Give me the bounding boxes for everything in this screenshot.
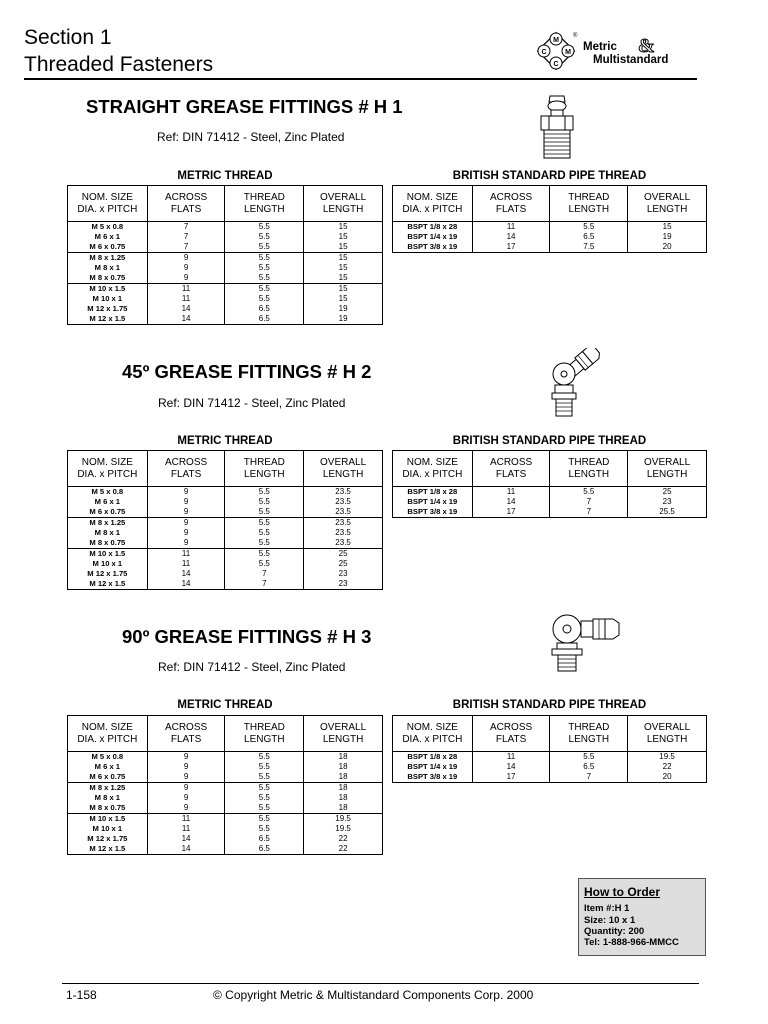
cell-flats: 17 (472, 772, 550, 783)
cell-overall: 15 (628, 222, 707, 233)
cell-thread: 6.5 (225, 834, 304, 844)
page-number: 1-158 (66, 988, 97, 1002)
col-overall-length: OVERALL LENGTH (304, 186, 383, 222)
cell-overall: 15 (304, 222, 383, 233)
table-header-row (393, 451, 707, 487)
cell-thread: 6.5 (550, 232, 628, 242)
page-header (24, 24, 213, 78)
cell-overall: 23.5 (304, 497, 383, 507)
cell-overall: 19 (304, 314, 383, 325)
table-row (393, 222, 707, 233)
section2-bsp-table (392, 450, 707, 518)
cell-flats: 14 (472, 497, 550, 507)
cell-thread: 5.5 (225, 253, 304, 264)
logo-ampersand: & (638, 35, 655, 57)
col-across-flats: ACROSS FLATS (147, 451, 225, 487)
order-item-line: Item #:H 1 (584, 903, 630, 914)
section1-metric-caption: METRIC THREAD (177, 170, 273, 182)
table-header-row (68, 451, 383, 487)
table-row (393, 772, 707, 783)
table-row (393, 752, 707, 763)
header-rule (24, 78, 697, 80)
col-nom-size: NOM. SIZE DIA. x PITCH (393, 186, 473, 222)
section3-bsp-table (392, 715, 707, 783)
table-row (68, 793, 383, 803)
table-row (68, 803, 383, 814)
order-size-line: Size: 10 x 1 (584, 915, 636, 926)
cell-thread: 5.5 (225, 222, 304, 233)
cell-size: M 6 x 1 (68, 232, 148, 242)
cell-size: BSPT 1/4 x 19 (393, 497, 473, 507)
table-row (68, 752, 383, 763)
table-row (68, 783, 383, 794)
cell-flats: 14 (147, 304, 225, 314)
cell-size: M 10 x 1.5 (68, 549, 148, 560)
cell-size: BSPT 3/8 x 19 (393, 507, 473, 518)
table-row (68, 497, 383, 507)
cell-thread: 5.5 (225, 762, 304, 772)
cell-size: M 6 x 1 (68, 762, 148, 772)
cell-size: M 8 x 0.75 (68, 538, 148, 549)
cell-size: M 10 x 1 (68, 294, 148, 304)
cell-thread: 6.5 (225, 304, 304, 314)
cell-size: M 8 x 1 (68, 263, 148, 273)
table-row (68, 814, 383, 825)
table-row (393, 762, 707, 772)
cell-thread: 5.5 (225, 518, 304, 529)
cell-size: M 8 x 1.25 (68, 253, 148, 264)
logo-line1: Metric (583, 41, 617, 53)
cell-size: M 8 x 0.75 (68, 803, 148, 814)
table-row (68, 507, 383, 518)
cell-size: M 6 x 0.75 (68, 507, 148, 518)
col-nom-size: NOM. SIZE DIA. x PITCH (68, 716, 148, 752)
cell-size: M 12 x 1.5 (68, 579, 148, 590)
section3-title: 90º GREASE FITTINGS # H 3 (122, 626, 372, 647)
cell-thread: 5.5 (225, 487, 304, 498)
cell-thread: 5.5 (550, 752, 628, 763)
cell-size: BSPT 1/4 x 19 (393, 232, 473, 242)
cell-size: BSPT 3/8 x 19 (393, 242, 473, 253)
cell-overall: 15 (304, 253, 383, 264)
section-label: Section 1 (24, 26, 112, 49)
cell-flats: 17 (472, 507, 550, 518)
cell-overall: 22 (304, 834, 383, 844)
section1-ref: Ref: DIN 71412 - Steel, Zinc Plated (157, 130, 345, 144)
cell-overall: 23 (304, 569, 383, 579)
table-row (393, 507, 707, 518)
cell-overall: 22 (304, 844, 383, 855)
section1-bsp-caption: BRITISH STANDARD PIPE THREAD (452, 170, 647, 182)
cell-overall: 15 (304, 263, 383, 273)
col-nom-size: NOM. SIZE DIA. x PITCH (393, 451, 473, 487)
cell-size: M 10 x 1.5 (68, 814, 148, 825)
cell-size: BSPT 1/4 x 19 (393, 762, 473, 772)
cell-thread: 6.5 (550, 762, 628, 772)
cell-flats: 17 (472, 242, 550, 253)
col-overall-length: OVERALL LENGTH (304, 716, 383, 752)
cell-overall: 25 (304, 549, 383, 560)
how-to-order-title: How to Order (584, 885, 661, 899)
section1-title: STRAIGHT GREASE FITTINGS # H 1 (86, 96, 403, 117)
cell-overall: 19.5 (628, 752, 707, 763)
cell-overall: 15 (304, 273, 383, 284)
cell-thread: 5.5 (550, 487, 628, 498)
cell-overall: 18 (304, 762, 383, 772)
cell-flats: 7 (147, 232, 225, 242)
table-row (68, 487, 383, 498)
cell-thread: 7 (550, 497, 628, 507)
angled-45-fitting-figure (540, 348, 606, 418)
cell-thread: 5.5 (225, 538, 304, 549)
cell-size: M 8 x 1.25 (68, 783, 148, 794)
cell-overall: 23.5 (304, 487, 383, 498)
section2-title: 45º GREASE FITTINGS # H 2 (122, 361, 372, 382)
cell-size: M 6 x 0.75 (68, 772, 148, 783)
col-across-flats: ACROSS FLATS (147, 716, 225, 752)
cell-flats: 7 (147, 222, 225, 233)
cell-flats: 14 (472, 232, 550, 242)
logo-letter-c1: C (541, 49, 547, 56)
cell-overall: 19.5 (304, 814, 383, 825)
table-row (393, 487, 707, 498)
cell-thread: 5.5 (550, 222, 628, 233)
cell-thread: 6.5 (225, 314, 304, 325)
table-header-row (393, 186, 707, 222)
logo-registered: ® (573, 33, 578, 39)
col-nom-size: NOM. SIZE DIA. x PITCH (68, 451, 148, 487)
col-thread-length: THREAD LENGTH (225, 451, 304, 487)
cell-flats: 9 (147, 253, 225, 264)
cell-overall: 18 (304, 803, 383, 814)
straight-fitting-figure (532, 94, 582, 162)
cell-flats: 11 (147, 559, 225, 569)
cell-flats: 11 (472, 752, 550, 763)
section3-metric-caption: METRIC THREAD (177, 699, 273, 711)
col-across-flats: ACROSS FLATS (472, 451, 550, 487)
cell-thread: 7.5 (550, 242, 628, 253)
logo-line2: Multistandard (593, 54, 669, 66)
cell-flats: 14 (147, 579, 225, 590)
cell-flats: 9 (147, 518, 225, 529)
section2-ref: Ref: DIN 71412 - Steel, Zinc Plated (158, 396, 346, 410)
col-across-flats: ACROSS FLATS (147, 186, 225, 222)
cell-overall: 25 (628, 487, 707, 498)
cell-flats: 11 (147, 814, 225, 825)
cell-thread: 7 (225, 569, 304, 579)
logo-letter-m2: M (565, 49, 571, 56)
cell-overall: 20 (628, 772, 707, 783)
logo-letter-c2: C (553, 61, 559, 68)
logo-letter-m1: M (553, 37, 559, 44)
order-quantity-line: Quantity: 200 (584, 926, 645, 937)
col-thread-length: THREAD LENGTH (550, 716, 628, 752)
cell-size: M 6 x 1 (68, 497, 148, 507)
section1-bsp-table (392, 185, 707, 253)
footer-rule (62, 983, 699, 984)
col-thread-length: THREAD LENGTH (225, 186, 304, 222)
cell-overall: 23.5 (304, 507, 383, 518)
col-nom-size: NOM. SIZE DIA. x PITCH (68, 186, 148, 222)
cell-overall: 15 (304, 294, 383, 304)
cell-size: M 10 x 1 (68, 559, 148, 569)
cell-thread: 5.5 (225, 284, 304, 295)
table-row (68, 253, 383, 264)
cell-size: M 8 x 1 (68, 528, 148, 538)
cell-size: BSPT 3/8 x 19 (393, 772, 473, 783)
table-row (68, 304, 383, 314)
cell-size: M 5 x 0.8 (68, 222, 148, 233)
table-row (68, 579, 383, 590)
col-nom-size: NOM. SIZE DIA. x PITCH (393, 716, 473, 752)
cell-thread: 5.5 (225, 814, 304, 825)
col-overall-length: OVERALL LENGTH (628, 451, 707, 487)
cell-thread: 5.5 (225, 549, 304, 560)
cell-size: BSPT 1/8 x 28 (393, 222, 473, 233)
section2-metric-table (67, 450, 383, 590)
logo-wordmark (583, 41, 668, 67)
cell-thread: 7 (550, 772, 628, 783)
cell-flats: 14 (147, 844, 225, 855)
table-row (68, 284, 383, 295)
cell-overall: 19.5 (304, 824, 383, 834)
cell-flats: 11 (472, 487, 550, 498)
cell-thread: 7 (225, 579, 304, 590)
cell-flats: 9 (147, 273, 225, 284)
cell-size: M 5 x 0.8 (68, 752, 148, 763)
cell-flats: 11 (147, 824, 225, 834)
cell-overall: 18 (304, 772, 383, 783)
cell-overall: 23 (628, 497, 707, 507)
table-row (68, 263, 383, 273)
table-row (68, 232, 383, 242)
cell-thread: 5.5 (225, 232, 304, 242)
cell-size: M 12 x 1.5 (68, 844, 148, 855)
cell-size: M 12 x 1.75 (68, 834, 148, 844)
how-to-order-box (578, 878, 706, 956)
col-overall-length: OVERALL LENGTH (628, 716, 707, 752)
table-row (68, 834, 383, 844)
cell-thread: 5.5 (225, 528, 304, 538)
cell-overall: 18 (304, 752, 383, 763)
cell-thread: 5.5 (225, 273, 304, 284)
cell-size: M 12 x 1.75 (68, 569, 148, 579)
cell-overall: 18 (304, 793, 383, 803)
cell-size: M 10 x 1.5 (68, 284, 148, 295)
table-row (393, 232, 707, 242)
table-row (68, 538, 383, 549)
cell-thread: 5.5 (225, 559, 304, 569)
col-thread-length: THREAD LENGTH (550, 186, 628, 222)
cell-overall: 15 (304, 232, 383, 242)
col-thread-length: THREAD LENGTH (225, 716, 304, 752)
section3-metric-table (67, 715, 383, 855)
cell-overall: 23.5 (304, 518, 383, 529)
table-row (68, 559, 383, 569)
cell-flats: 11 (147, 549, 225, 560)
col-thread-length: THREAD LENGTH (550, 451, 628, 487)
section1-metric-table (67, 185, 383, 325)
table-row (68, 549, 383, 560)
table-row (68, 518, 383, 529)
table-row (68, 569, 383, 579)
cell-overall: 19 (628, 232, 707, 242)
cell-size: M 8 x 1 (68, 793, 148, 803)
order-tel-line: Tel: 1-888-966-MMCC (584, 937, 679, 948)
cell-thread: 5.5 (225, 497, 304, 507)
cell-flats: 11 (147, 294, 225, 304)
cell-flats: 14 (147, 569, 225, 579)
section3-bsp-caption: BRITISH STANDARD PIPE THREAD (452, 699, 647, 711)
table-row (68, 294, 383, 304)
cell-flats: 9 (147, 803, 225, 814)
section3-ref: Ref: DIN 71412 - Steel, Zinc Plated (158, 660, 346, 674)
table-row (68, 844, 383, 855)
cell-thread: 5.5 (225, 294, 304, 304)
cell-overall: 19 (304, 304, 383, 314)
table-row (68, 824, 383, 834)
cell-flats: 11 (472, 222, 550, 233)
cell-size: M 6 x 0.75 (68, 242, 148, 253)
section2-metric-caption: METRIC THREAD (177, 435, 273, 447)
cell-thread: 5.5 (225, 263, 304, 273)
cell-overall: 23.5 (304, 538, 383, 549)
cell-thread: 5.5 (225, 803, 304, 814)
cell-thread: 5.5 (225, 507, 304, 518)
cell-flats: 9 (147, 487, 225, 498)
col-across-flats: ACROSS FLATS (472, 716, 550, 752)
col-overall-length: OVERALL LENGTH (304, 451, 383, 487)
cell-overall: 23 (304, 579, 383, 590)
cell-flats: 9 (147, 538, 225, 549)
table-row (68, 528, 383, 538)
cell-size: BSPT 1/8 x 28 (393, 752, 473, 763)
table-row (68, 242, 383, 253)
cell-thread: 5.5 (225, 824, 304, 834)
cell-flats: 14 (147, 314, 225, 325)
col-across-flats: ACROSS FLATS (472, 186, 550, 222)
cell-overall: 15 (304, 284, 383, 295)
table-row (393, 242, 707, 253)
cell-overall: 25 (304, 559, 383, 569)
table-row (68, 772, 383, 783)
cell-flats: 9 (147, 772, 225, 783)
col-overall-length: OVERALL LENGTH (628, 186, 707, 222)
cell-overall: 22 (628, 762, 707, 772)
cell-size: M 10 x 1 (68, 824, 148, 834)
table-header-row (68, 186, 383, 222)
angled-90-fitting-figure (545, 607, 623, 673)
cell-overall: 20 (628, 242, 707, 253)
cell-thread: 5.5 (225, 752, 304, 763)
cell-flats: 9 (147, 263, 225, 273)
table-row (393, 497, 707, 507)
cell-thread: 5.5 (225, 783, 304, 794)
cell-thread: 5.5 (225, 772, 304, 783)
table-header-row (393, 716, 707, 752)
cell-overall: 23.5 (304, 528, 383, 538)
cell-flats: 14 (147, 834, 225, 844)
cell-size: M 8 x 0.75 (68, 273, 148, 284)
cell-flats: 9 (147, 793, 225, 803)
copyright-notice: © Copyright Metric & Multistandard Components Corp. 2000 (213, 988, 534, 1002)
cell-flats: 7 (147, 242, 225, 253)
table-row (68, 314, 383, 325)
cell-size: BSPT 1/8 x 28 (393, 487, 473, 498)
cell-size: M 12 x 1.5 (68, 314, 148, 325)
cell-flats: 9 (147, 507, 225, 518)
table-header-row (68, 716, 383, 752)
cell-size: M 12 x 1.75 (68, 304, 148, 314)
cell-thread: 5.5 (225, 242, 304, 253)
cell-size: M 8 x 1.25 (68, 518, 148, 529)
table-row (68, 273, 383, 284)
cell-thread: 6.5 (225, 844, 304, 855)
cell-flats: 9 (147, 783, 225, 794)
cell-overall: 25.5 (628, 507, 707, 518)
cell-thread: 5.5 (225, 793, 304, 803)
section-title: Threaded Fasteners (24, 53, 214, 76)
cell-size: M 5 x 0.8 (68, 487, 148, 498)
cell-flats: 9 (147, 752, 225, 763)
section2-bsp-caption: BRITISH STANDARD PIPE THREAD (452, 435, 647, 447)
cell-flats: 9 (147, 528, 225, 538)
table-row (68, 222, 383, 233)
cell-flats: 11 (147, 284, 225, 295)
cell-flats: 14 (472, 762, 550, 772)
cell-thread: 7 (550, 507, 628, 518)
cell-flats: 9 (147, 497, 225, 507)
table-row (68, 762, 383, 772)
cell-flats: 9 (147, 762, 225, 772)
cell-overall: 18 (304, 783, 383, 794)
cell-overall: 15 (304, 242, 383, 253)
